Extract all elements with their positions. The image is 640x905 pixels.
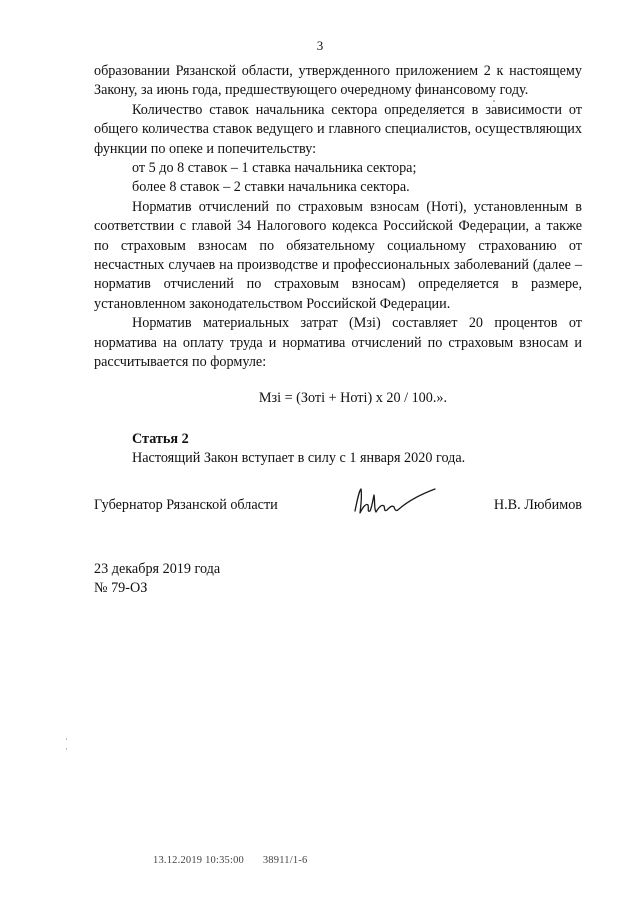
article-heading: Статья 2 (132, 430, 189, 447)
paragraph-sector-head-rates: Количество ставок начальника сектора определяется в зависимости от общего количества ставок ведущего и главного специалистов, осуществляющих функции по опеке и попечительству: (94, 101, 582, 157)
page-number: 3 (316, 38, 324, 53)
document-date: 23 декабря 2019 года (94, 561, 221, 577)
list-item-rates-5-8: от 5 до 8 ставок – 1 ставка начальника сектора; (132, 160, 417, 177)
document-number: № 79-ОЗ (94, 580, 148, 596)
signature-block (94, 495, 582, 519)
paragraph-material-costs: Норматив материальных затрат (Мзi) составляет 20 процентов от норматива на оплату труда и норматива отчислений по страховым взносам и рассчитывается по формуле: (94, 315, 582, 371)
paragraph-insurance-norm: Норматив отчислений по страховым взносам (Нотi), установленным в соответствии с главой 34 Налогового кодекса Российской Федерации, а также по страховым взносам по обязательному социальному страхованию от несчастных случаев на производстве и профессиональных заболеваний (далее – норматив отчислений по страховым взносам) определяется в размере, установленном законодательством Российской Федерации. (94, 198, 582, 312)
footer-code: 38911/1-6 (262, 855, 308, 866)
scan-speck (66, 748, 67, 750)
signatory-title: Губернатор Рязанской области (94, 497, 278, 513)
document-date-number (94, 560, 220, 598)
list-item-rates-over-8: более 8 ставок – 2 ставки начальника сектора. (132, 179, 410, 196)
scan-speck (66, 738, 67, 740)
paragraph-continuation: образовании Рязанской области, утвержденного приложением 2 к настоящему Закону, за июнь года, предшествующего очередному финансовому году. (94, 63, 582, 99)
scan-speck (493, 100, 495, 102)
formula: Мзi = (Зотi + Нотi) х 20 / 100.». (258, 389, 448, 406)
article-text: Настоящий Закон вступает в силу с 1 января 2020 года. (132, 450, 466, 467)
signatory-name: Н.В. Любимов (493, 497, 582, 513)
handwritten-signature (349, 485, 439, 519)
footer-timestamp: 13.12.2019 10:35:00 (153, 855, 245, 866)
footer-stamp (153, 855, 323, 866)
document-body (94, 62, 582, 469)
